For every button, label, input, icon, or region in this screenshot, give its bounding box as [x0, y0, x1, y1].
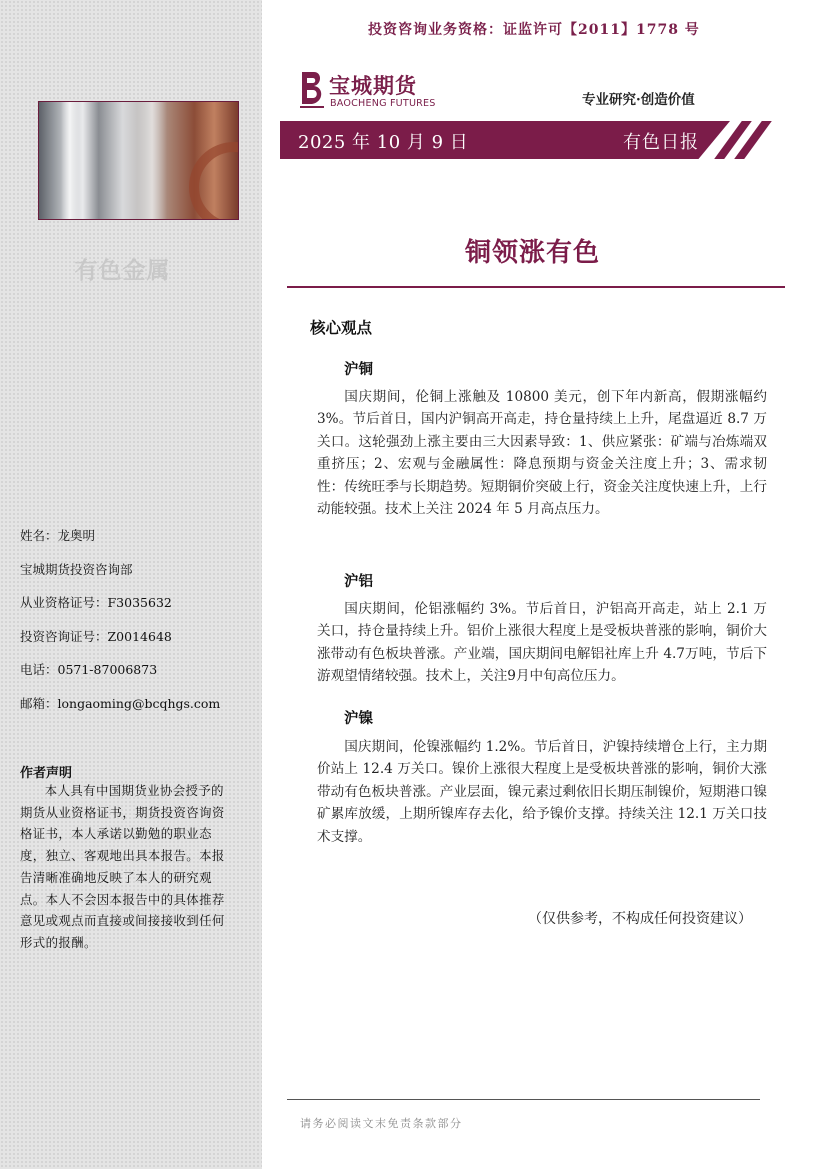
license-text: 投资咨询业务资格：证监许可【2011】1778 号 [368, 22, 700, 38]
cover-image [38, 101, 239, 220]
footer-note: 请务必阅读文末免责条款部分 [300, 1117, 463, 1130]
sector-title: 有色金属 [74, 258, 171, 284]
logo-text-en: BAOCHENG FUTURES [330, 98, 436, 109]
paragraph-aluminum: 国庆期间，伦铝涨幅约 3%。节后首日，沪铝高开高走，站上 2.1 万关口，持仓量持续上升。铝价上涨很大程度上是受板块普涨的影响，铜价大涨带动有色板块普涨。产业端，国庆期间电解铝社库上升 4.7万吨，节后下游观望情绪较强。技术上，关注9月中旬高位压力。 [317, 601, 767, 685]
cover-image-copper-coil [189, 142, 239, 220]
report-title: 铜领涨有色 [464, 238, 600, 268]
cover-image-highlight [61, 102, 79, 220]
logo-mark-icon [298, 70, 326, 110]
report-date: 2025 年 10 月 9 日 [298, 132, 469, 153]
statement-title: 作者声明 [20, 766, 73, 781]
report-type: 有色日报 [623, 132, 699, 153]
sidebar [0, 0, 262, 1169]
subsection-copper: 沪铜 [344, 361, 373, 378]
subsection-aluminum: 沪铝 [344, 573, 373, 590]
paragraph-nickel: 国庆期间，伦镍涨幅约 1.2%。节后首日，沪镍持续增仓上行，主力期价站上 12.4 万关口。镍价上涨很大程度上是受板块普涨的影响，铜价大涨带动有色板块普涨。产业层面，镍元素过剩依旧长期压制镍价，短期港口镍矿累库放缓，上期所镍库存去化，给予镍价支撑。持续关注 12.1 万关口技术支撑。 [317, 739, 767, 845]
title-divider [287, 286, 785, 288]
company-logo [298, 70, 448, 114]
author-info [20, 528, 220, 729]
disclaimer: （仅供参考，不构成任何投资建议） [528, 911, 752, 927]
section-title: 核心观点 [310, 318, 373, 337]
author-email[interactable]: 邮箱：longaoming@bcqhgs.com [20, 695, 221, 711]
author-advisory-id: 投资咨询证号：Z0014648 [20, 628, 172, 644]
author-name: 姓名：龙奥明 [20, 528, 96, 543]
author-statement: 本人具有中国期货业协会授予的期货从业资格证书，期货投资咨询资格证书，本人承诺以勤勉的职业态度，独立、客观地出具本报告。本报告清晰准确地反映了本人的研究观点。本人不会因本报告中的具体推荐意见或观点而直接或间接接收到任何形式的报酬。 [20, 783, 225, 950]
paragraph-copper: 国庆期间，伦铜上涨触及 10800 美元，创下年内新高，假期涨幅约 3%。节后首日，国内沪铜高开高走，持仓量持续上上升，尾盘逼近 8.7 万关口。这轮强劲上涨主要由三大因素导致：1、供应紧张：矿端与冶炼端双重挤压；2、宏观与金融属性：降息预期与资金关注度上升；3、需求韧性：传统旺季与长期趋势。短期铜价突破上行，资金关注度快速上升，上行动能较强。技术上关注 2024 年 5 月高点压力。 [317, 389, 767, 518]
author-qualification: 从业资格证号：F3035632 [20, 595, 172, 610]
footer-divider [287, 1099, 760, 1100]
logo-text-cn: 宝城期货 [329, 74, 417, 98]
date-banner [280, 121, 785, 159]
slogan: 专业研究·创造价值 [582, 92, 695, 108]
cover-image-highlight [137, 102, 167, 220]
author-phone: 电话：0571-87006873 [20, 662, 158, 677]
subsection-nickel: 沪镍 [344, 710, 373, 727]
author-department: 宝城期货投资咨询部 [20, 561, 133, 577]
